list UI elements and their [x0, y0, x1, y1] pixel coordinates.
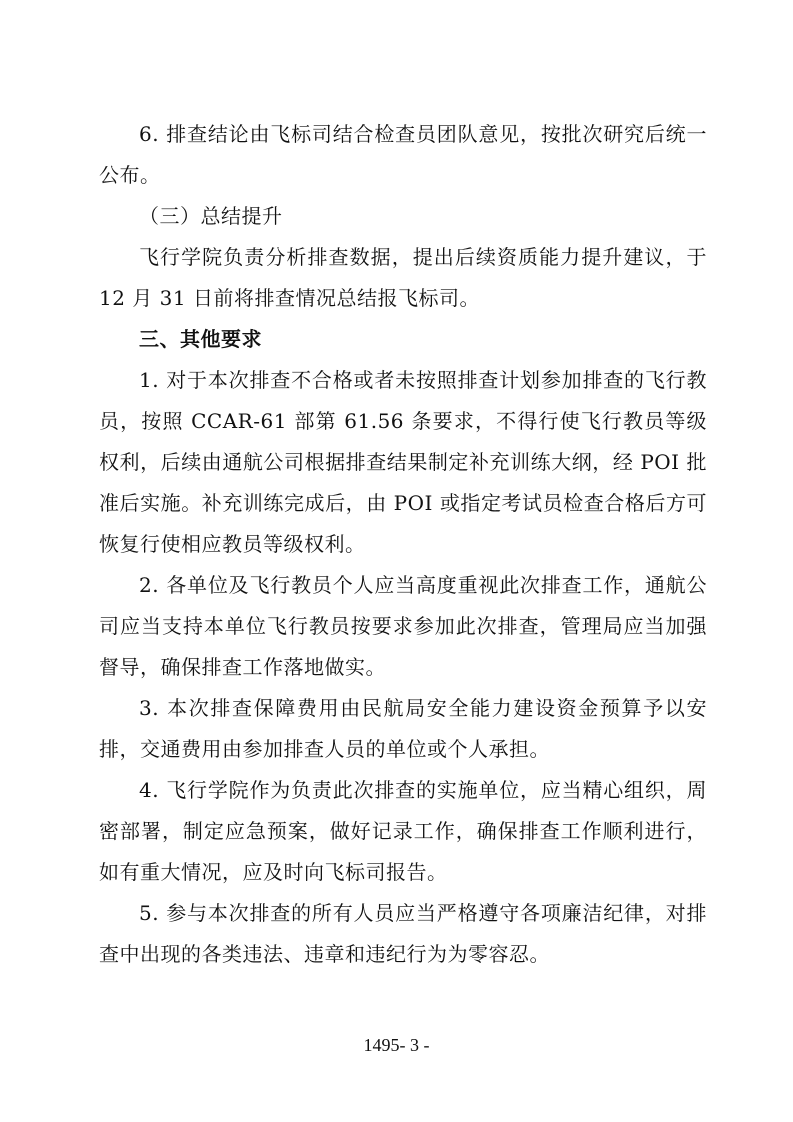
paragraph-requirement-4: 4. 飞行学院作为负责此次排查的实施单位，应当精心组织，周密部署，制定应急预案，做好记录工作，确保排查工作顺利进行，如有重大情况，应及时向飞标司报告。: [99, 778, 707, 884]
paragraph-requirement-2: 2. 各单位及飞行教员个人应当高度重视此次排查工作，通航公司应当支持本单位飞行教员按要求参加此次排查，管理局应当加强督导，确保排查工作落地做实。: [99, 573, 707, 679]
page-number: 1495- 3 -: [363, 1035, 430, 1055]
paragraph-requirement-5: 5. 参与本次排查的所有人员应当严格遵守各项廉洁纪律，对排查中出现的各类违法、违章和违纪行为为零容忍。: [99, 901, 707, 966]
paragraph-requirement-1: 1. 对于本次排查不合格或者未按照排查计划参加排查的飞行教员，按照 CCAR-61 部第 61.56 条要求，不得行使飞行教员等级权利，后续由通航公司根据排查结果制定补充训练大纲，经 POI 批准后实施。补充训练完成后，由 POI 或指定考试员检查合格后方可恢复行使相应教员等级权利。: [99, 368, 707, 556]
subheading-summary: （三）总结提升: [139, 204, 283, 228]
paragraph-requirement-3: 3. 本次排查保障费用由民航局安全能力建设资金预算予以安排，交通费用由参加排查人员的单位或个人承担。: [99, 696, 707, 761]
paragraph-conclusion-6: 6. 排查结论由飞标司结合检查员团队意见，按批次研究后统一公布。: [99, 122, 707, 187]
paragraph-summary: 飞行学院负责分析排查数据，提出后续资质能力提升建议，于 12 月 31 日前将排查情况总结报飞标司。: [99, 245, 707, 310]
document-body: [99, 114, 707, 975]
section-heading-other-requirements: 三、其他要求: [139, 327, 262, 351]
